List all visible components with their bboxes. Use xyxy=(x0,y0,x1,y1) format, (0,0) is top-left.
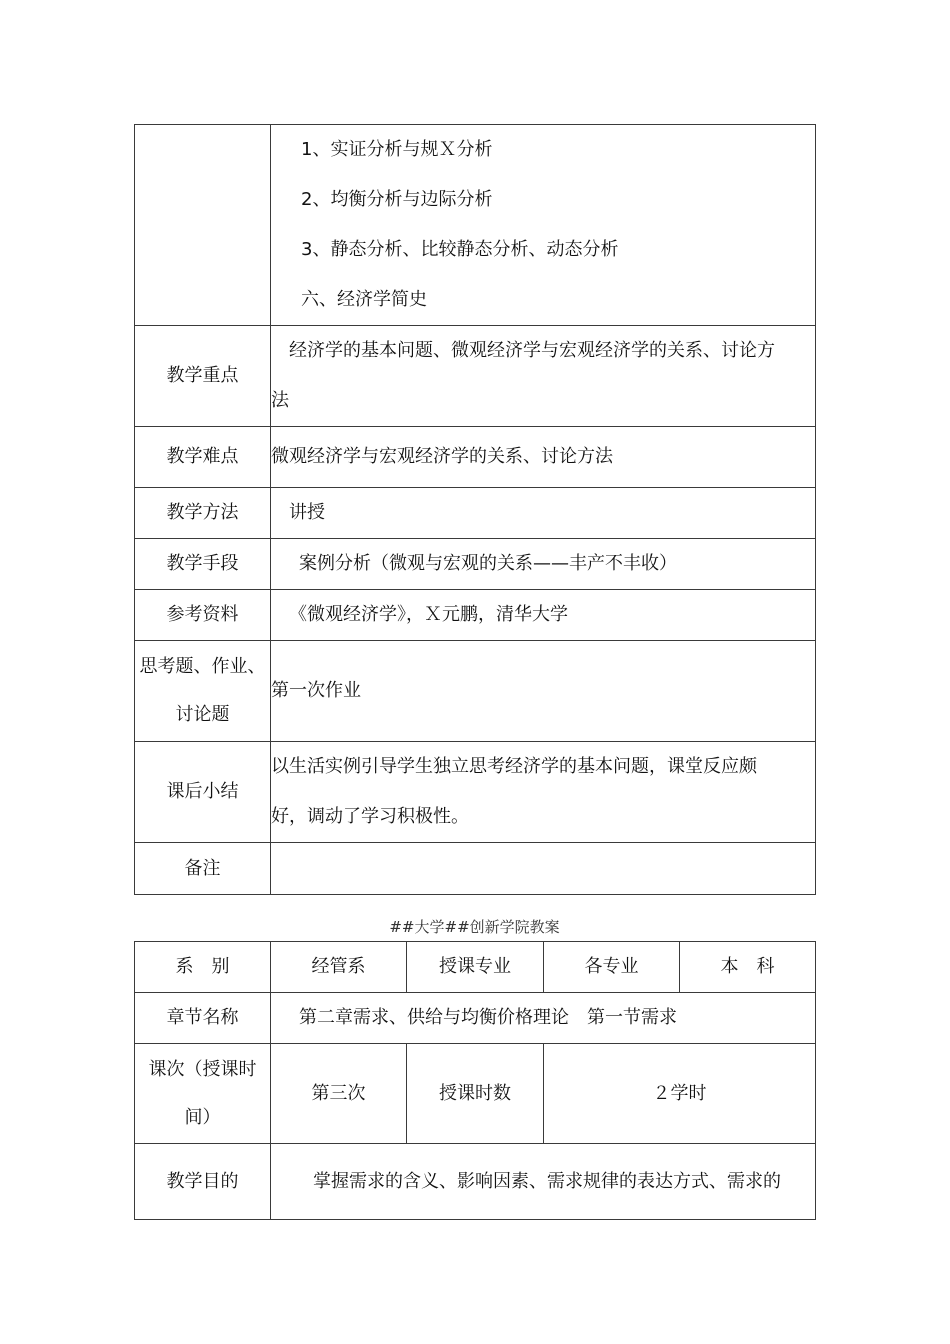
dept-value: 经管系 xyxy=(271,942,407,993)
session-row xyxy=(135,1044,816,1144)
dept-label: 系 别 xyxy=(135,942,271,993)
summary-label: 课后小结 xyxy=(135,742,271,843)
method-value: 讲授 xyxy=(271,488,816,539)
summary-line-2: 好，调动了学习积极性。 xyxy=(271,806,469,827)
summary-value xyxy=(271,742,816,843)
summary-line-1: 以生活实例引导学生独立思考经济学的基本问题，课堂反应颇 xyxy=(271,756,757,777)
outline-item-1: 1、实证分析与规Ｘ分析 xyxy=(301,139,493,160)
chapter-label: 章节名称 xyxy=(135,993,271,1044)
outline-item-4: 六、经济学简史 xyxy=(301,289,427,310)
session-label xyxy=(135,1044,271,1144)
remarks-value xyxy=(271,843,816,895)
method-row xyxy=(135,488,816,539)
key-points-line-2: 法 xyxy=(271,390,289,411)
document-caption: ##大学##创新学院教案 xyxy=(389,918,560,936)
remarks-row xyxy=(135,843,816,895)
session-label-line-2: 间） xyxy=(184,1106,221,1128)
means-row xyxy=(135,539,816,590)
chapter-row xyxy=(135,993,816,1044)
difficulties-row xyxy=(135,427,816,488)
outline-label-cell xyxy=(135,125,271,326)
session-value: 第三次 xyxy=(271,1044,407,1144)
lesson-plan-table-1 xyxy=(134,124,816,895)
objective-value: 掌握需求的含义、影响因素、需求规律的表达方式、需求的 xyxy=(271,1144,816,1220)
remarks-label: 备注 xyxy=(135,843,271,895)
references-label: 参考资料 xyxy=(135,590,271,641)
hours-value: ２学时 xyxy=(544,1044,816,1144)
lesson-plan-table-2 xyxy=(134,941,816,1220)
difficulties-label: 教学难点 xyxy=(135,427,271,488)
homework-row xyxy=(135,641,816,742)
summary-row xyxy=(135,742,816,843)
homework-label-line-2: 讨论题 xyxy=(175,704,230,725)
chapter-value: 第二章需求、供给与均衡价格理论 第一节需求 xyxy=(271,993,816,1044)
dept-row xyxy=(135,942,816,993)
level-value: 本 科 xyxy=(680,942,816,993)
outline-item-2: 2、均衡分析与边际分析 xyxy=(301,189,493,210)
method-label: 教学方法 xyxy=(135,488,271,539)
key-points-label: 教学重点 xyxy=(135,326,271,427)
objective-label: 教学目的 xyxy=(135,1144,271,1220)
major-value: 各专业 xyxy=(544,942,680,993)
key-points-line-1: 经济学的基本问题、微观经济学与宏观经济学的关系、讨论方 xyxy=(289,340,775,361)
objective-row xyxy=(135,1144,816,1220)
session-label-line-1: 课次（授课时 xyxy=(148,1058,257,1080)
homework-label-line-1: 思考题、作业、 xyxy=(139,656,266,677)
key-points-row xyxy=(135,326,816,427)
key-points-value xyxy=(271,326,816,427)
difficulties-value: 微观经济学与宏观经济学的关系、讨论方法 xyxy=(271,427,816,488)
outline-item-3: 3、静态分析、比较静态分析、动态分析 xyxy=(301,239,619,260)
references-value: 《微观经济学》，Ｘ元鹏，清华大学 xyxy=(271,590,816,641)
homework-value: 第一次作业 xyxy=(271,641,816,742)
means-value: 案例分析（微观与宏观的关系——丰产不丰收） xyxy=(271,539,816,590)
homework-label xyxy=(135,641,271,742)
outline-content-cell xyxy=(271,125,816,326)
means-label: 教学手段 xyxy=(135,539,271,590)
hours-label: 授课时数 xyxy=(407,1044,544,1144)
references-row xyxy=(135,590,816,641)
outline-row xyxy=(135,125,816,326)
major-label: 授课专业 xyxy=(407,942,544,993)
